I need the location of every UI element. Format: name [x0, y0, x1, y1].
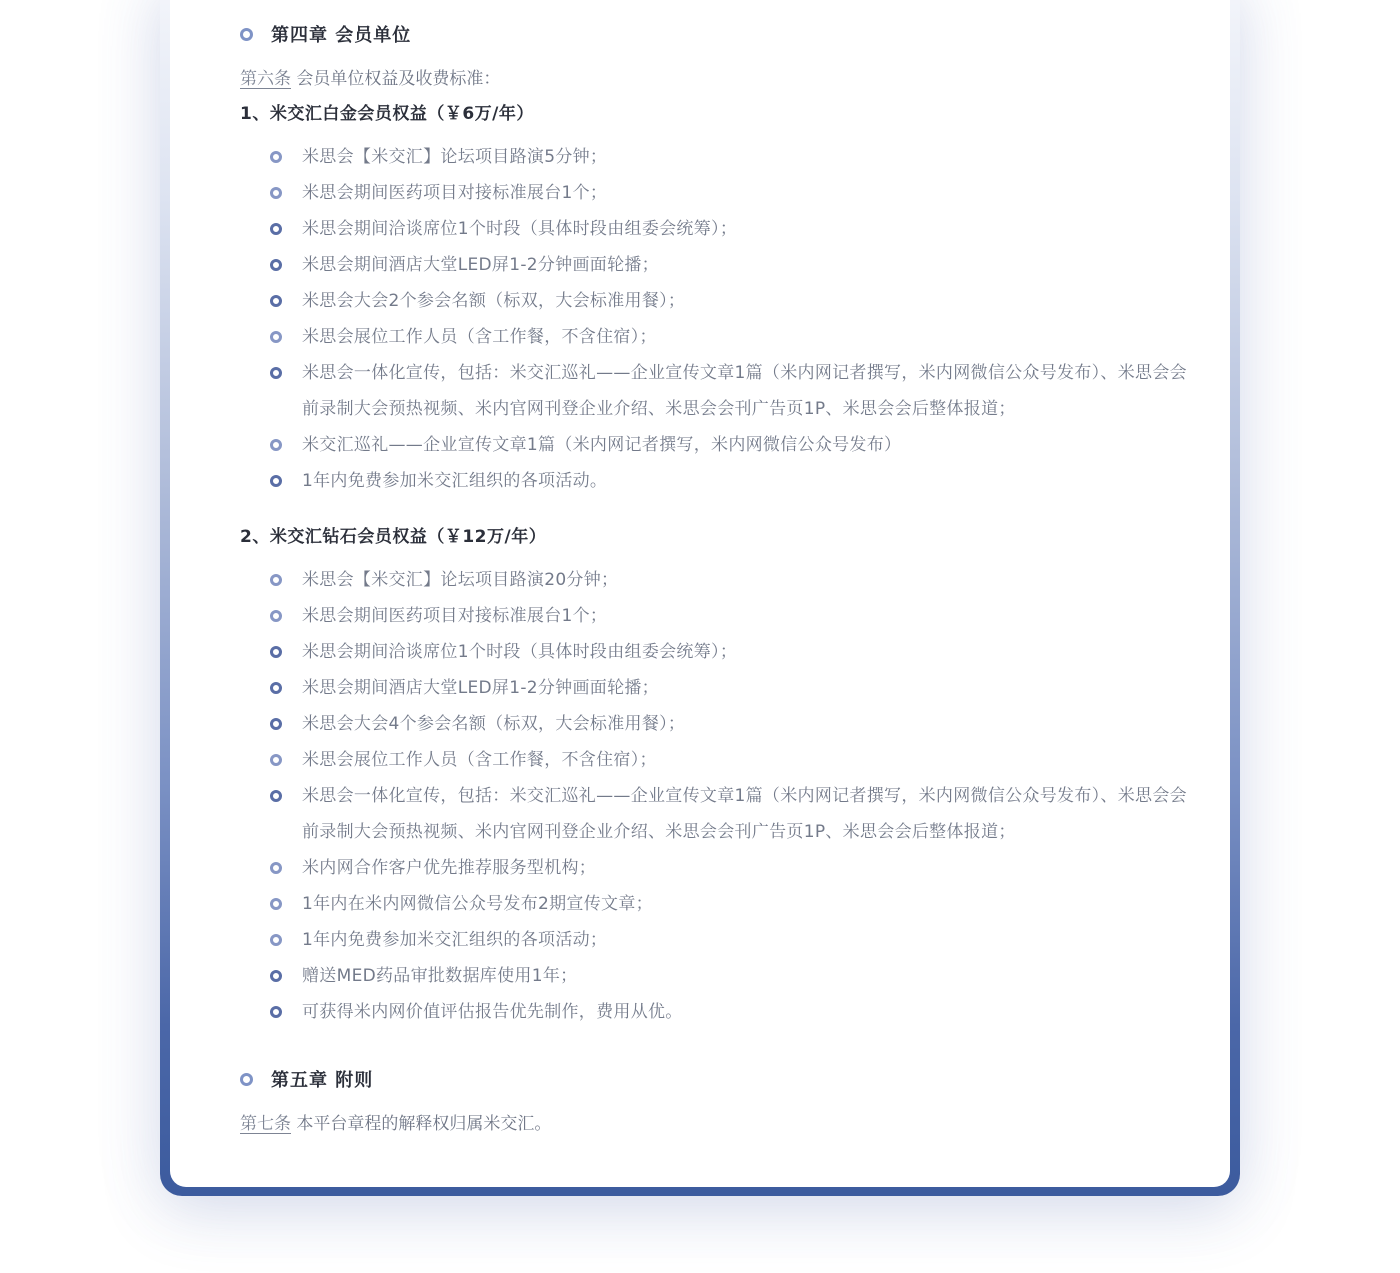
list-item-text: 米思会期间酒店大堂LED屏1-2分钟画面轮播；: [302, 255, 659, 275]
list-item: [270, 283, 1190, 319]
list-item-text: 赠送MED药品审批数据库使用1年；: [302, 966, 578, 986]
article-text: 本平台章程的解释权归属米交汇。: [291, 1114, 552, 1134]
list-item-text: 米思会期间洽谈席位1个时段（具体时段由组委会统筹）；: [302, 219, 738, 239]
list-item: [270, 706, 1190, 742]
list-item: [270, 562, 1190, 598]
list-item: [270, 598, 1190, 634]
list-item-text: 米思会大会2个参会名额（标双，大会标准用餐）；: [302, 291, 686, 311]
article-number-link[interactable]: 第七条: [240, 1114, 291, 1134]
list-item-text: 米思会期间医药项目对接标准展台1个；: [302, 606, 608, 626]
list-item-text: 米内网合作客户优先推荐服务型机构；: [302, 858, 597, 878]
chapter-5-heading: [240, 1064, 373, 1094]
list-item-text: 米思会期间医药项目对接标准展台1个；: [302, 183, 608, 203]
list-item: [270, 886, 1190, 922]
list-item: [270, 742, 1190, 778]
list-item: [270, 994, 1190, 1030]
list-item-text: 米思会大会4个参会名额（标双，大会标准用餐）；: [302, 714, 686, 734]
bullet-dot-icon: [270, 682, 282, 694]
list-item-text: 米思会【米交汇】论坛项目路演5分钟；: [302, 147, 608, 167]
list-item: [270, 922, 1190, 958]
article-7: [240, 1109, 551, 1134]
list-item-text: 米思会展位工作人员（含工作餐，不含住宿）；: [302, 327, 657, 347]
list-item: [270, 850, 1190, 886]
list-item-text: 米思会展位工作人员（含工作餐，不含住宿）；: [302, 750, 657, 770]
bullet-dot-icon: [270, 295, 282, 307]
list-item: [270, 319, 1190, 355]
bullet-dot-icon: [270, 151, 282, 163]
chapter-title: 第五章 附则: [271, 1070, 374, 1091]
bullet-dot-icon: [270, 970, 282, 982]
bullet-dot-icon: [270, 187, 282, 199]
bullet-dot-icon: [270, 790, 282, 802]
bullet-dot-icon: [270, 610, 282, 622]
article-number-link[interactable]: 第六条: [240, 69, 291, 89]
bullet-dot-icon: [270, 898, 282, 910]
section-1-title: 1、米交汇白金会员权益（￥6万/年）: [240, 104, 534, 124]
list-item: [270, 670, 1190, 706]
list-item-text: 米思会一体化宣传，包括：米交汇巡礼——企业宣传文章1篇（米内网记者撰写，米内网微信公众号发布）、米思会会前录制大会预热视频、米内官网刊登企业介绍、米思会会刊广告页1P、米思会会后整体报道；: [302, 786, 1187, 842]
list-item: [270, 247, 1190, 283]
bullet-dot-icon: [270, 367, 282, 379]
list-item: [270, 175, 1190, 211]
list-item-text: 米交汇巡礼——企业宣传文章1篇（米内网记者撰写，米内网微信公众号发布）: [302, 435, 902, 455]
diamond-benefits-list: [270, 562, 1190, 1030]
list-item-text: 米思会期间酒店大堂LED屏1-2分钟画面轮播；: [302, 678, 659, 698]
chapter-4-heading: [240, 19, 411, 49]
list-item: [270, 958, 1190, 994]
bullet-ring-icon: [240, 1073, 253, 1086]
list-item: [270, 139, 1190, 175]
list-item-text: 1年内免费参加米交汇组织的各项活动。: [302, 471, 608, 491]
list-item: [270, 463, 1190, 499]
bullet-ring-icon: [240, 28, 253, 41]
article-6: [240, 64, 500, 89]
bullet-dot-icon: [270, 439, 282, 451]
list-item-text: 1年内免费参加米交汇组织的各项活动；: [302, 930, 608, 950]
list-item: [270, 355, 1190, 427]
bullet-dot-icon: [270, 646, 282, 658]
bullet-dot-icon: [270, 718, 282, 730]
bullet-dot-icon: [270, 223, 282, 235]
bullet-dot-icon: [270, 754, 282, 766]
bullet-dot-icon: [270, 862, 282, 874]
list-item-text: 可获得米内网价值评估报告优先制作，费用从优。: [302, 1002, 683, 1022]
list-item: [270, 634, 1190, 670]
list-item-text: 米思会期间洽谈席位1个时段（具体时段由组委会统筹）；: [302, 642, 738, 662]
list-item: [270, 778, 1190, 850]
article-text: 会员单位权益及收费标准：: [291, 69, 501, 89]
bullet-dot-icon: [270, 475, 282, 487]
bullet-dot-icon: [270, 259, 282, 271]
list-item-text: 米思会一体化宣传，包括：米交汇巡礼——企业宣传文章1篇（米内网记者撰写，米内网微信公众号发布）、米思会会前录制大会预热视频、米内官网刊登企业介绍、米思会会刊广告页1P、米思会会后整体报道；: [302, 363, 1187, 419]
bullet-dot-icon: [270, 1006, 282, 1018]
chapter-title: 第四章 会员单位: [271, 25, 412, 46]
list-item-text: 1年内在米内网微信公众号发布2期宣传文章；: [302, 894, 653, 914]
platinum-benefits-list: [270, 139, 1190, 499]
list-item: [270, 427, 1190, 463]
list-item: [270, 211, 1190, 247]
section-2-title: 2、米交汇钻石会员权益（￥12万/年）: [240, 527, 547, 547]
bullet-dot-icon: [270, 934, 282, 946]
bullet-dot-icon: [270, 331, 282, 343]
bullet-dot-icon: [270, 574, 282, 586]
list-item-text: 米思会【米交汇】论坛项目路演20分钟；: [302, 570, 619, 590]
